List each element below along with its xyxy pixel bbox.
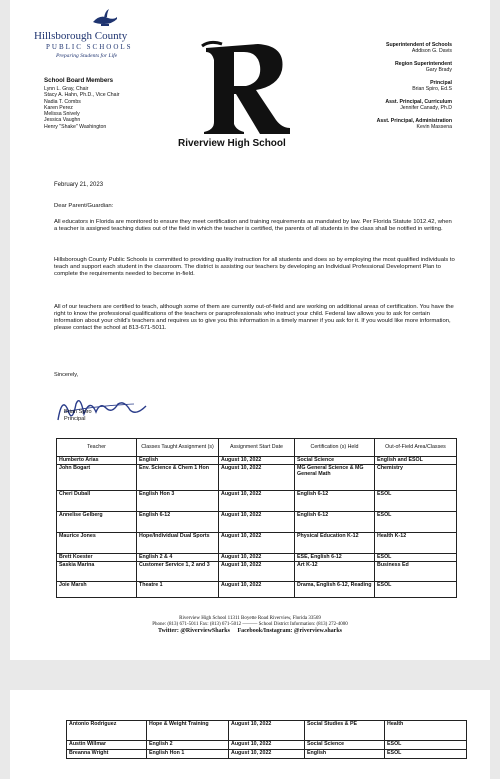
- letter-paragraph: All educators in Florida are monitored to ensure they meet certification and training requirements as mandated by law. Per Florida Statute 1012.42, when a teacher is assigned teaching duties out of the field in which the teacher is certified, the parents of all students in the class shall be notified in writing.: [54, 219, 452, 232]
- cell-teacher: Breanna Wright: [67, 750, 147, 759]
- cell-classes: Hope & Weight Training: [147, 721, 229, 741]
- board-member: Karen Perez: [44, 104, 73, 111]
- cell-out-of-field: Health K-12: [375, 533, 457, 554]
- cell-certification: MG General Science & MG General Math: [295, 465, 375, 491]
- cell-teacher: Austin Willmar: [67, 741, 147, 750]
- table-row: [67, 741, 467, 750]
- cell-classes: Env. Science & Chem 1 Hon: [137, 465, 219, 491]
- table-row: [57, 562, 457, 582]
- cell-out-of-field: ESOL: [385, 750, 467, 759]
- board-member: Jessica Vaughn: [44, 117, 81, 124]
- cell-certification: English 6-12: [295, 491, 375, 512]
- cell-classes: English: [137, 457, 219, 465]
- cell-classes: Theatre 1: [137, 582, 219, 598]
- table-row: [57, 465, 457, 491]
- letter-date: February 21, 2023: [54, 182, 104, 188]
- admin-name: Jennifer Canady, Ph.D: [400, 105, 452, 111]
- cell-out-of-field: Business Ed: [375, 562, 457, 582]
- cell-classes: English Hon 3: [137, 491, 219, 512]
- cell-certification: English 6-12: [295, 512, 375, 533]
- admin-role: Principal: [430, 80, 452, 86]
- table-row: [67, 721, 467, 741]
- administration-list: [282, 42, 452, 137]
- footer-address: Riverview High School 11311 Boyette Road Riverview, Florida 33569: [179, 616, 321, 621]
- cell-out-of-field: English and ESOL: [375, 457, 457, 465]
- cell-teacher: Cheri Duball: [57, 491, 137, 512]
- table-row: [57, 533, 457, 554]
- out-of-field-teacher-table: [56, 438, 457, 598]
- cell-certification: Art K-12: [295, 562, 375, 582]
- column-header: Classes Taught Assignment (s): [137, 439, 219, 457]
- board-member: Melissa Snively: [44, 111, 80, 118]
- table-row: [57, 457, 457, 465]
- table-row: [57, 554, 457, 562]
- admin-role: Asst. Principal, Administration: [376, 118, 452, 124]
- footer-twitter: Twitter: @RiverviewSharks: [157, 628, 230, 635]
- cell-out-of-field: ESOL: [375, 582, 457, 598]
- table-row: [57, 491, 457, 512]
- table-row: [57, 512, 457, 533]
- admin-name: Brian Spiro, Ed.S: [412, 86, 452, 92]
- closing: Sincerely,: [54, 372, 79, 378]
- board-title: School Board Members: [44, 77, 114, 84]
- cell-start-date: August 10, 2022: [219, 554, 295, 562]
- cell-classes: English 2 & 4: [137, 554, 219, 562]
- cell-teacher: Maurice Jones: [57, 533, 137, 554]
- cell-certification: Social Science: [305, 741, 385, 750]
- column-header: Certification (s) Held: [295, 439, 375, 457]
- cell-start-date: August 10, 2022: [219, 491, 295, 512]
- admin-name: Gary Brady: [425, 67, 452, 73]
- cell-certification: Drama, English 6-12, Reading: [295, 582, 375, 598]
- cell-teacher: Saskia Marina: [57, 562, 137, 582]
- cell-teacher: Antonio Rodriguez: [67, 721, 147, 741]
- cell-start-date: August 10, 2022: [229, 721, 305, 741]
- board-member: Nadia T. Combs: [44, 98, 81, 105]
- cell-teacher: Annelise Gelberg: [57, 512, 137, 533]
- cell-start-date: August 10, 2022: [219, 562, 295, 582]
- letter-page: [10, 0, 490, 660]
- board-member: Stacy A. Hahn, Ph.D., Vice Chair: [44, 92, 120, 99]
- cell-classes: Hope/Individual Dual Sports: [137, 533, 219, 554]
- cell-classes: English 2: [147, 741, 229, 750]
- table-row: [57, 582, 457, 598]
- cell-classes: English 6-12: [137, 512, 219, 533]
- cell-classes: Customer Service 1, 2 and 3: [137, 562, 219, 582]
- cell-certification: Physical Education K-12: [295, 533, 375, 554]
- footer-facebook: Facebook/Instagram: @riverview.sharks: [237, 628, 343, 635]
- signer-name: Brian Spiro: [64, 409, 92, 415]
- cell-certification: ESE, English 6-12: [295, 554, 375, 562]
- continuation-page: [10, 690, 490, 779]
- cell-start-date: August 10, 2022: [219, 457, 295, 465]
- signer-title: Principal: [64, 416, 86, 422]
- district-name: Hillsborough County: [34, 30, 128, 42]
- cell-start-date: August 10, 2022: [219, 512, 295, 533]
- board-member-list: [44, 86, 119, 130]
- school-name-heading: Riverview High School: [178, 138, 286, 149]
- cell-teacher: John Bogart: [57, 465, 137, 491]
- cell-start-date: August 10, 2022: [219, 465, 295, 491]
- footer: [10, 616, 490, 635]
- letter-paragraph: Hillsborough County Public Schools is committed to providing quality instruction for all students and does so by employing the most qualified individuals to teach and support each student in the classroom. The district is assisting our teachers by developing an Individual Professional Development Plan to complete the requirements needed to become in-field.: [54, 257, 455, 277]
- admin-role: Region Superintendent: [394, 61, 452, 67]
- school-r-logo: [200, 40, 292, 136]
- cell-start-date: August 10, 2022: [229, 750, 305, 759]
- cell-teacher: Brett Koester: [57, 554, 137, 562]
- cell-classes: English Hon 1: [147, 750, 229, 759]
- salutation: Dear Parent/Guardian:: [54, 203, 114, 209]
- admin-role: Superintendent of Schools: [386, 42, 452, 48]
- cell-out-of-field: ESOL: [385, 741, 467, 750]
- cell-teacher: Joie Marsh: [57, 582, 137, 598]
- admin-role: Asst. Principal, Curriculum: [385, 99, 452, 105]
- cell-out-of-field: Chemistry: [375, 465, 457, 491]
- admin-name: Kevin Massena: [416, 124, 452, 130]
- cell-certification: Social Studies & PE: [305, 721, 385, 741]
- cell-out-of-field: ESOL: [375, 512, 457, 533]
- column-header: Out-of-Field Area/Classes: [375, 439, 457, 457]
- cell-start-date: August 10, 2022: [219, 582, 295, 598]
- district-tagline: Preparing Students for Life: [56, 53, 118, 59]
- cell-out-of-field: ESOL: [375, 554, 457, 562]
- district-subtitle: PUBLIC SCHOOLS: [46, 43, 133, 51]
- cell-out-of-field: Health: [385, 721, 467, 741]
- footer-phones: Phone: (813) 671-5011 Fax: (813) 671-5012 ——— School District Information: (813) 272-4000: [152, 622, 348, 628]
- cell-teacher: Humberto Arias: [57, 457, 137, 465]
- letter-paragraph: All of our teachers are certified to teach, although some of them are currently out-of-field and are working on additional areas of certification. You have the right to know the professional qualifications of the teachers or paraprofessionals who instruct your child. Federal law allows you to ask for certain information about your child's teachers and requires us to give you this information in a timely manner if you ask for it. If you would like more information, please contact the school at 813-671-5011.: [54, 304, 454, 331]
- lamp-of-learning-logo: [90, 8, 120, 28]
- table-row: [67, 750, 467, 759]
- cell-out-of-field: ESOL: [375, 491, 457, 512]
- board-member: Henry "Shake" Washington: [44, 123, 107, 130]
- column-header: Assignment Start Date: [219, 439, 295, 457]
- cell-certification: English: [305, 750, 385, 759]
- admin-name: Addison G. Davis: [411, 48, 452, 54]
- cell-start-date: August 10, 2022: [229, 741, 305, 750]
- cell-start-date: August 10, 2022: [219, 533, 295, 554]
- board-member: Lynn L. Gray, Chair: [44, 86, 89, 92]
- cell-certification: Social Science: [295, 457, 375, 465]
- continuation-teacher-table: [66, 720, 467, 759]
- column-header: Teacher: [57, 439, 137, 457]
